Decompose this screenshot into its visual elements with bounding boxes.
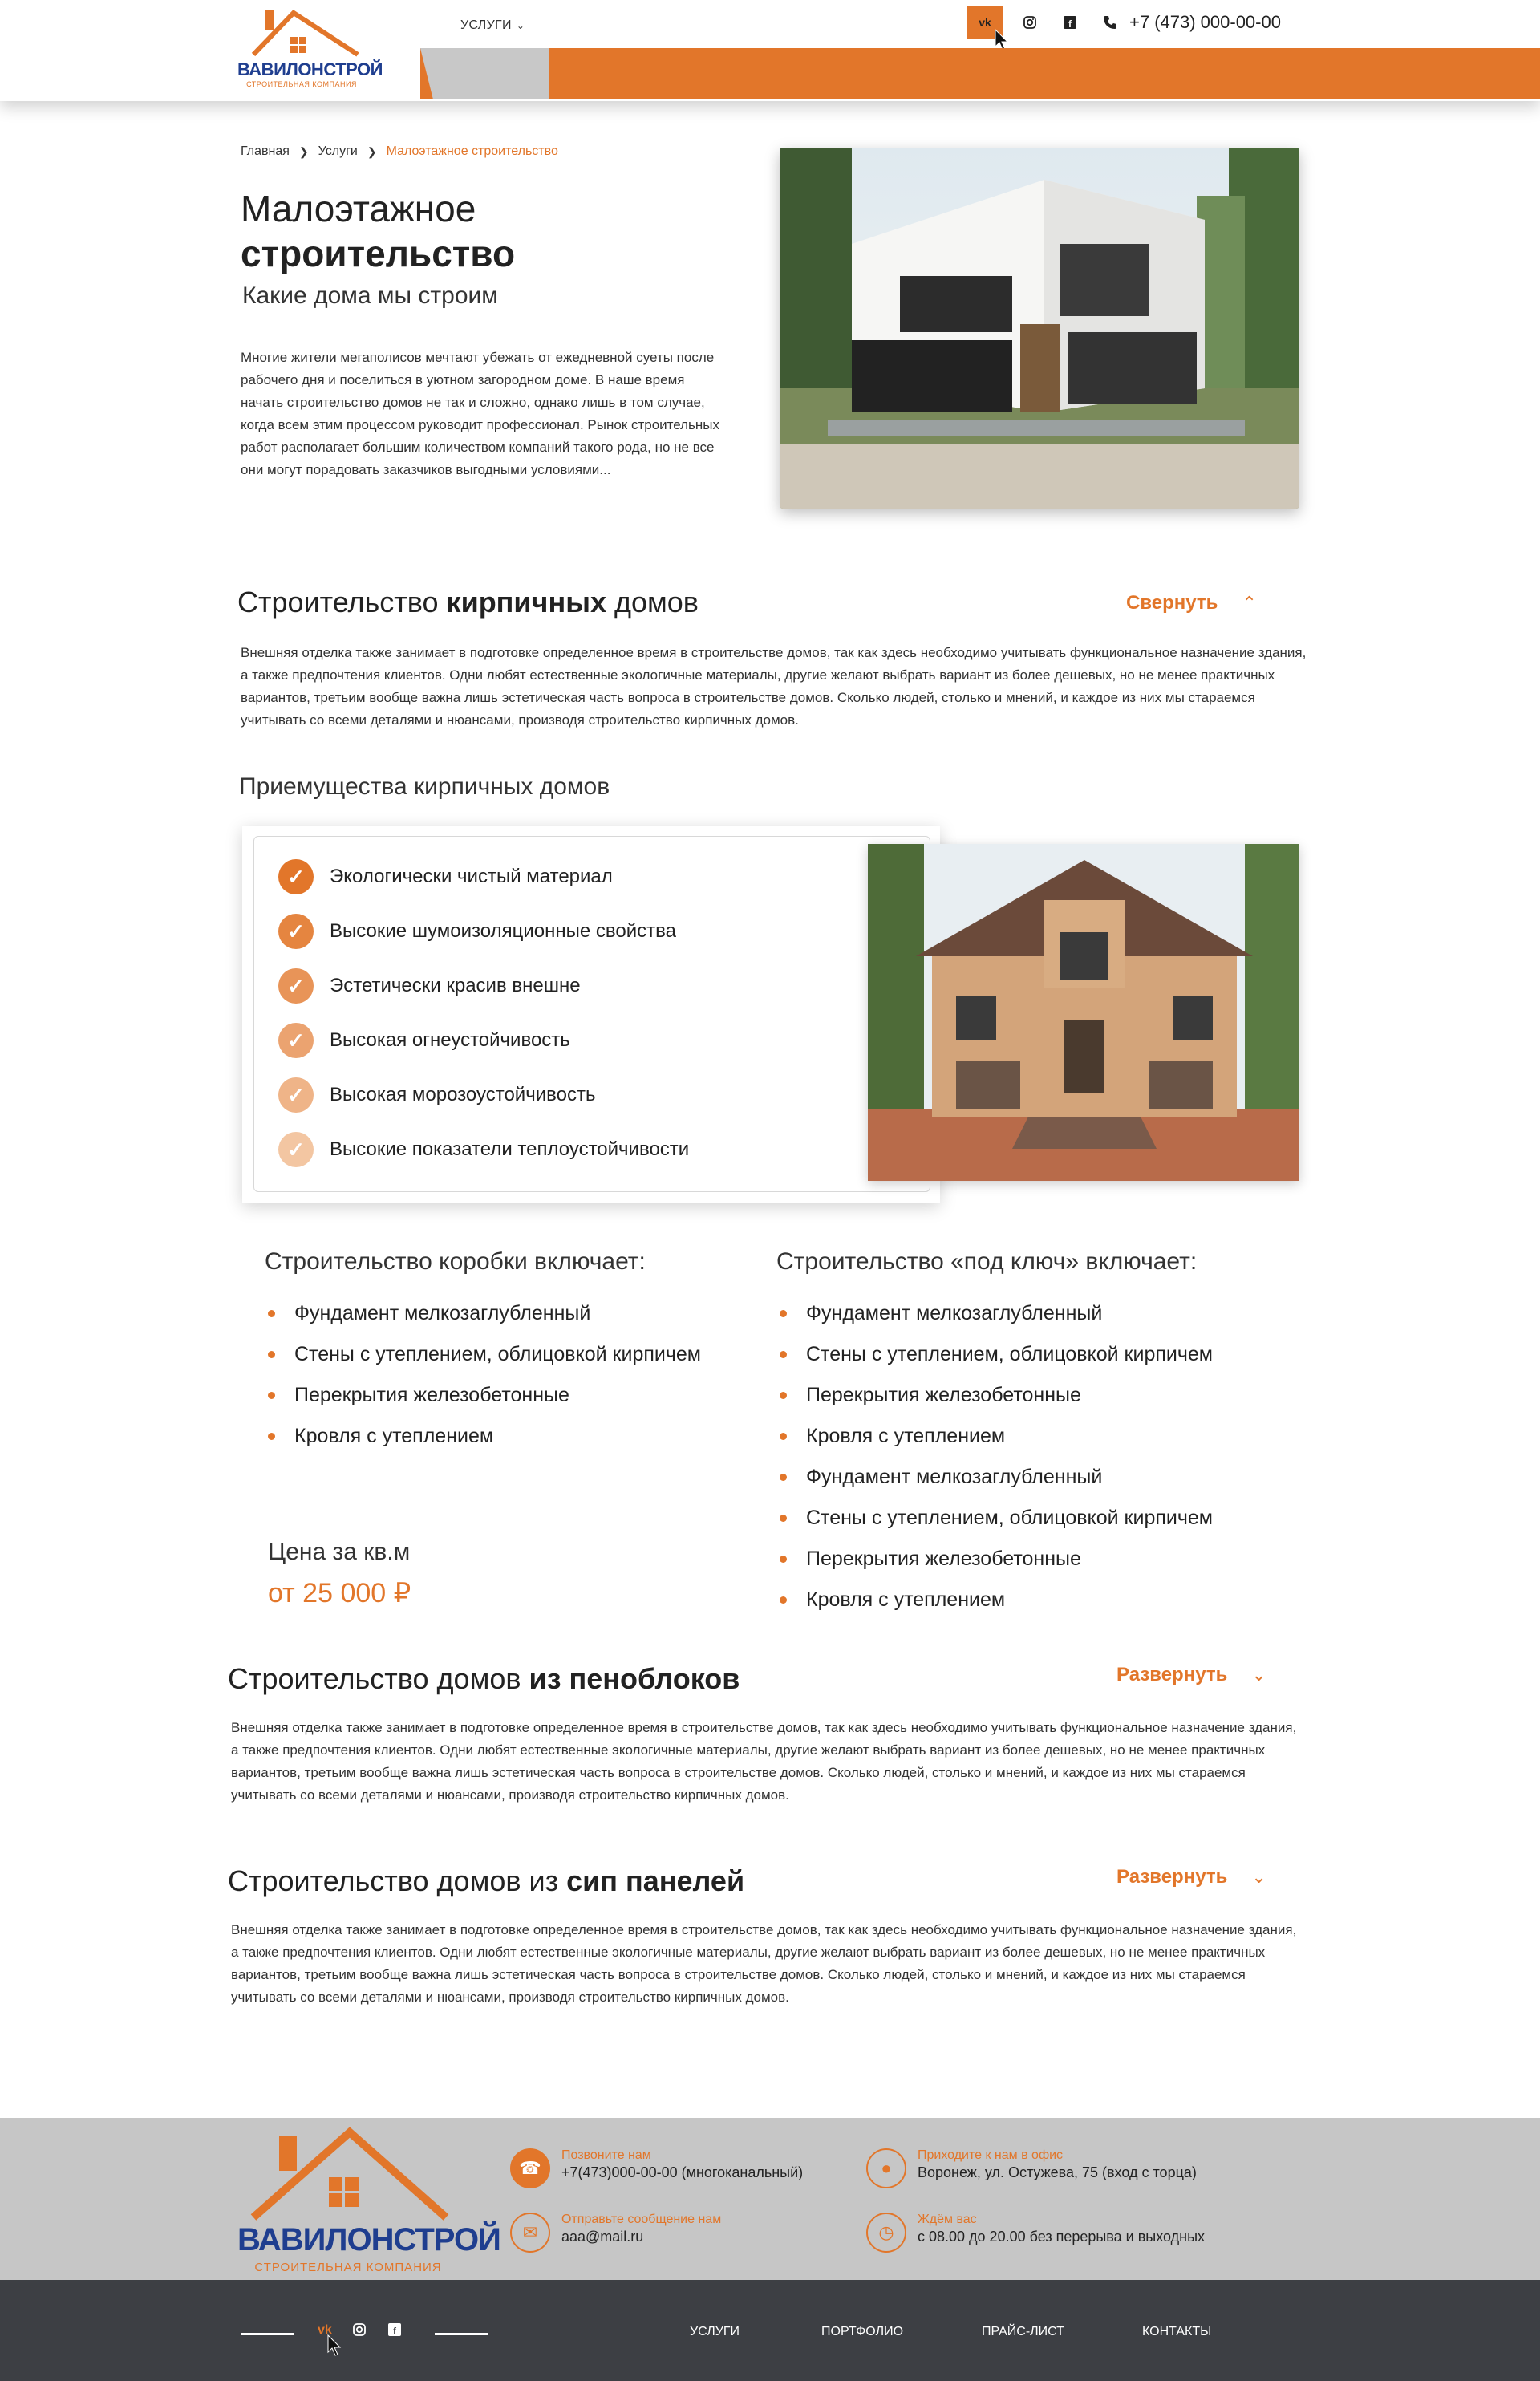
list-item [780,1293,1213,1334]
page-title [241,186,738,276]
advantage-item [278,914,689,949]
chevron-down-icon: ⌄ [1251,1665,1266,1685]
advantage-label: Эстетически красив внешне [330,975,581,996]
bullet-icon [268,1433,275,1440]
breadcrumb-services[interactable]: Услуги [318,144,358,158]
phone-icon [1102,14,1118,30]
nav-item-pricelist[interactable]: ПРАЙС-ЛИСТ [724,18,809,32]
location-pin-icon: ● [866,2148,906,2188]
breadcrumb-home[interactable]: Главная [241,144,290,158]
section-foamblock-title-plain: Строительство домов [228,1662,529,1695]
footer-facebook-icon[interactable] [388,2323,401,2340]
box-package-title: Строительство коробки включает: [265,1248,646,1275]
price-label: Цена за кв.м [268,1539,411,1565]
list-item-label: Перекрытия железобетонные [294,1384,569,1406]
bullet-icon [780,1515,787,1522]
bullet-icon [268,1351,275,1358]
section-sip-text: Внешняя отделка также занимает в подготовке определенное время в строительстве домов, так как здесь необходимо учитывать функциональное назначение здания, а также предпочтения клиентов. Одни любят естественные экологичные материалы, другие желают выбрать вариант из более дешевых, но не менее практичных вариантов, третьим вообще важна лишь эстетическая часть вопроса в строительстве домов. Сколько людей, столько и мнений, и каждое из них мы стараемся учитывать со всеми деталями и нюансами, производя строительство кирпичных домов. [231,1922,1297,2005]
chevron-down-icon: ⌄ [516,20,525,31]
bullet-icon [780,1392,787,1399]
contact-hours [866,2213,1205,2253]
turnkey-package-title: Строительство «под ключ» включает: [776,1248,1198,1275]
contact-office-value: Воронеж, ул. Остужева, 75 (вход с торца) [918,2164,1197,2180]
vk-icon[interactable]: vk [967,6,1003,39]
list-item [780,1539,1213,1580]
breadcrumb-current: Малоэтажное строительство [386,144,558,158]
advantages-card-inner [253,836,930,1192]
page-title-line2: строительство [241,233,516,274]
contact-hours-value: с 08.00 до 20.00 без перерыва и выходных [918,2229,1206,2245]
instagram-icon[interactable] [1012,6,1048,39]
advantage-item [278,1023,689,1058]
hero-house-image [780,148,1299,509]
footer-bar [0,2280,1540,2381]
svg-text:f: f [393,2326,396,2336]
logo-house-icon [237,2127,459,2222]
section-sip-title-bold: сип панелей [566,1864,745,1897]
footer-logo-subtitle: СТРОИТЕЛЬНАЯ КОМПАНИЯ [254,2261,442,2274]
section-sip-title-plain: Строительство домов из [228,1864,567,1897]
list-item-label: Кровля с утеплением [806,1425,1006,1447]
footer-nav-pricelist[interactable]: ПРАЙС-ЛИСТ [982,2325,1064,2338]
section-foamblock-text: Внешняя отделка также занимает в подготовке определенное время в строительстве домов, так как здесь необходимо учитывать функциональное назначение здания, а также предпочтения клиентов. Одни любят естественные экологичные материалы, другие желают выбрать вариант из более дешевых, но не менее практичных вариантов, третьим вообще важна лишь эстетическая часть вопроса в строительстве домов. Сколько людей, столько и мнений, и каждое из них мы стараемся учитывать со всеми деталями и нюансами, производя строительство кирпичных домов. [231,1720,1297,1803]
section-sip-title [228,1864,744,1898]
collapse-brick-button[interactable] [1126,592,1257,615]
phone-icon: ☎ [510,2148,550,2188]
check-circle-icon: ✓ [278,968,314,1004]
contact-mail-label: Отправьте сообщение нам [561,2213,722,2226]
bullet-icon [268,1310,275,1317]
list-item-label: Стены с утеплением, облицовкой кирпичем [806,1507,1213,1529]
footer-instagram-icon[interactable] [353,2323,366,2340]
price-value: от 25 000 ₽ [268,1578,411,1608]
bullet-icon [780,1351,787,1358]
section-foamblock-title [228,1662,740,1696]
list-item [780,1580,1213,1620]
section-brick-title-bold: кирпичных [446,586,606,619]
list-item [780,1457,1213,1498]
footer-vk-icon[interactable]: vk [318,2323,332,2337]
list-item-label: Стены с утеплением, облицовкой кирпичем [806,1343,1213,1365]
nav-active-indicator [420,48,549,99]
footer-logo-title: ВАВИЛОНСТРОЙ [237,2222,500,2257]
contact-office-label: Приходите к нам в офис [918,2148,1064,2162]
list-item-label: Фундамент мелкозаглубленный [806,1302,1103,1324]
check-circle-icon: ✓ [278,859,314,894]
advantages-list [278,859,689,1186]
svg-text:f: f [1068,18,1072,29]
expand-label: Развернуть [1116,1664,1228,1685]
nav-item-services[interactable] [460,0,525,51]
advantage-label: Экологически чистый материал [330,866,613,887]
expand-label: Развернуть [1116,1866,1228,1888]
list-item-label: Перекрытия железобетонные [806,1384,1081,1406]
section-brick-title-plain: Строительство [237,586,447,619]
advantages-card [242,826,940,1203]
site-logo[interactable] [237,6,383,90]
footer-nav-contacts[interactable]: КОНТАКТЫ [1142,2325,1212,2338]
logo-title: ВАВИЛОНСТРОЙ [237,59,383,79]
footer-nav-portfolio[interactable]: ПОРТФОЛИО [821,2325,904,2338]
advantage-label: Высокие показатели теплоустойчивости [330,1138,690,1160]
page-title-line1: Малоэтажное [241,188,476,229]
nav-services-label: УСЛУГИ [460,18,512,32]
footer-logo[interactable] [237,2127,500,2277]
check-circle-icon: ✓ [278,1077,314,1113]
box-package-list [268,1293,701,1457]
advantage-item [278,1077,689,1113]
clock-icon: ◷ [866,2213,906,2253]
advantage-item [278,859,689,894]
list-item-label: Кровля с утеплением [806,1588,1006,1611]
contact-mail-value[interactable]: aaa@mail.ru [561,2229,644,2245]
bullet-icon [780,1596,787,1604]
contact-mail [510,2213,721,2253]
breadcrumb [241,144,558,159]
chevron-right-icon: ❯ [367,144,377,158]
contact-call-label: Позвоните нам [561,2148,651,2162]
list-item-label: Стены с утеплением, облицовкой кирпичем [294,1343,701,1365]
header-phone[interactable] [1102,6,1281,39]
section-brick-text: Внешняя отделка также занимает в подготовке определенное время в строительстве домов, так как здесь необходимо учитывать функциональное назначение здания, а также предпочтения клиентов. Одни любят естественные экологичные материалы, другие желают выбрать вариант из более дешевых, но не менее практичных вариантов, третьим вообще важна лишь эстетическая часть вопроса в строительстве домов. Сколько людей, столько и мнений, и каждое из них мы стараемся учитывать со всеми деталями и нюансами, производя строительство кирпичных домов. [241,645,1307,728]
list-item [780,1416,1213,1457]
bullet-icon [780,1310,787,1317]
footer-contacts [0,2118,1540,2280]
section-brick-title-tail: домов [606,586,699,619]
advantages-title: Приемущества кирпичных домов [239,773,610,800]
section-brick-title [237,586,699,619]
bullet-icon [780,1556,787,1563]
bullet-icon [780,1433,787,1440]
page-subtitle: Какие дома мы строим [242,282,498,309]
collapse-label: Свернуть [1126,592,1218,614]
expand-sip-button[interactable] [1116,1866,1266,1888]
bullet-icon [268,1392,275,1399]
list-item-label: Перекрытия железобетонные [806,1547,1081,1570]
expand-foamblock-button[interactable] [1116,1664,1266,1686]
logo-house-icon [237,6,366,59]
list-item [780,1375,1213,1416]
main-nav [420,48,1540,99]
nav-item-contacts[interactable]: КОНТАКТЫ [865,18,937,32]
advantage-label: Высокая огнеустойчивость [330,1029,570,1051]
advantage-label: Высокие шумоизоляционные свойства [330,920,676,942]
mouse-cursor-icon [327,2334,343,2357]
list-item [268,1334,701,1375]
list-item [268,1375,701,1416]
list-item [780,1334,1213,1375]
hero-description: Многие жители мегаполисов мечтают убежать от ежедневной суеты после рабочего дня и поселиться в уютном загородном доме. В наше время начать строительство домов не так и сложно, однако лишь в том случае, когда всем этим процессом руководит профессионал. Рынок строительных работ располагает большим количеством компаний такого рода, но не все они могут порадовать заказчиков выгодными условиями... [241,350,720,477]
check-circle-icon: ✓ [278,1023,314,1058]
contact-call-value[interactable]: +7(473)000-00-00 (многоканальный) [561,2164,804,2180]
section-foamblock-title-bold: из пеноблоков [529,1662,740,1695]
contact-hours-label: Ждём вас [918,2213,977,2226]
header-phone-number: +7 (473) 000-00-00 [1129,12,1281,32]
facebook-icon[interactable] [1052,6,1088,39]
advantage-item [278,1132,689,1167]
brick-house-image [868,844,1299,1181]
check-circle-icon: ✓ [278,1132,314,1167]
mail-icon: ✉ [510,2213,550,2253]
advantage-label: Высокая морозоустойчивость [330,1084,596,1105]
chevron-right-icon: ❯ [298,144,309,158]
list-item-label: Фундамент мелкозаглубленный [806,1466,1103,1488]
list-item-label: Кровля с утеплением [294,1425,494,1447]
list-item [268,1293,701,1334]
chevron-down-icon: ⌄ [1251,1867,1266,1887]
contact-office [866,2148,1197,2188]
turnkey-package-list [780,1293,1213,1620]
check-circle-icon: ✓ [278,914,314,949]
bullet-icon [780,1474,787,1481]
list-item [780,1498,1213,1539]
nav-item-portfolio[interactable]: ПОРТФОЛИО [582,18,667,32]
chevron-up-icon: ⌃ [1242,593,1257,613]
advantage-item [278,968,689,1004]
footer-divider [241,2333,294,2335]
footer-divider [435,2333,488,2335]
contact-call [510,2148,803,2188]
logo-subtitle: СТРОИТЕЛЬНАЯ КОМПАНИЯ [246,80,357,88]
footer-nav-services[interactable]: УСЛУГИ [690,2325,740,2338]
site-header [0,0,1540,101]
list-item [268,1416,701,1457]
list-item-label: Фундамент мелкозаглубленный [294,1302,591,1324]
